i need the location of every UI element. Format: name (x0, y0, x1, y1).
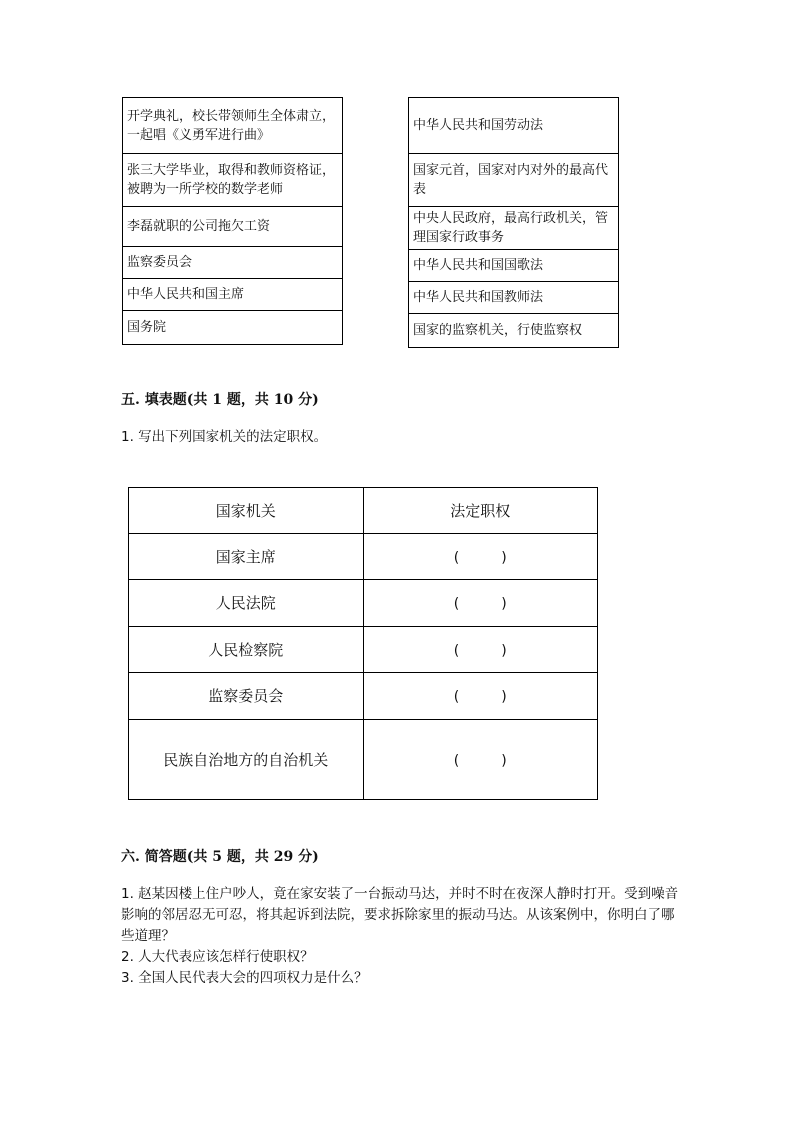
matching-left-table (122, 97, 343, 345)
matching-left-item: 中华人民共和国主席 (123, 279, 343, 311)
table-row (129, 627, 598, 673)
table-row (129, 720, 598, 800)
question-item: 3. 全国人民代表大会的四项权力是什么？ (121, 970, 368, 986)
matching-right-item: 中华人民共和国国歌法 (409, 250, 619, 282)
matching-right-item: 中华人民共和国教师法 (409, 282, 619, 314)
matching-left-item: 张三大学毕业，取得和教师资格证，被聘为一所学校的数学老师 (123, 154, 343, 207)
table-row (129, 673, 598, 720)
matching-right-item: 国家元首，国家对内对外的最高代表 (409, 154, 619, 207)
blank-parentheses: ( ) (453, 689, 507, 705)
header-power: 法定职权 (363, 488, 598, 534)
matching-left-item: 李磊就职的公司拖欠工资 (123, 207, 343, 247)
table-row (129, 534, 598, 580)
blank-parentheses: ( ) (453, 549, 507, 566)
question-item: 2. 人大代表应该怎样行使职权？ (121, 949, 314, 965)
short-answer-questions (121, 884, 681, 989)
blank-parentheses: ( ) (453, 752, 507, 769)
answer-blank[interactable] (363, 627, 598, 673)
org-cell: 人民法院 (129, 580, 364, 627)
org-cell: 国家主席 (129, 534, 364, 580)
org-cell: 人民检察院 (129, 627, 364, 673)
org-cell: 民族自治地方的自治机关 (129, 720, 364, 800)
answer-blank[interactable] (363, 673, 598, 720)
matching-right-table (408, 97, 619, 348)
matching-right-item: 中华人民共和国劳动法 (409, 98, 619, 154)
matching-right-item: 国家的监察机关，行使监察权 (409, 314, 619, 348)
answer-blank[interactable] (363, 580, 598, 627)
blank-parentheses: ( ) (453, 596, 507, 612)
answer-blank[interactable] (363, 534, 598, 580)
question-item: 1. 赵某因楼上住户吵人，竟在家安装了一台振动马达，并时不时在夜深人静时打开。受到噪音影响的邻居忍无可忍，将其起诉到法院，要求拆除家里的振动马达。从该案例中，你明白了哪些道理？ (121, 886, 679, 944)
header-org: 国家机关 (129, 488, 364, 534)
org-cell: 监察委员会 (129, 673, 364, 720)
fill-table (128, 487, 598, 800)
table-row (129, 580, 598, 627)
section5-heading: 五. 填表题(共 1 题，共 10 分) (121, 392, 319, 408)
matching-right-item: 中央人民政府，最高行政机关，管理国家行政事务 (409, 207, 619, 250)
matching-left-item: 国务院 (123, 311, 343, 345)
matching-left-item: 监察委员会 (123, 247, 343, 279)
answer-blank[interactable] (363, 720, 598, 800)
matching-left-item: 开学典礼，校长带领师生全体肃立，一起唱《义勇军进行曲》 (123, 98, 343, 154)
table-header-row (129, 488, 598, 534)
blank-parentheses: ( ) (453, 642, 507, 659)
section6-heading: 六. 简答题(共 5 题，共 29 分) (121, 849, 319, 865)
section5-question: 1. 写出下列国家机关的法定职权。 (121, 429, 328, 445)
